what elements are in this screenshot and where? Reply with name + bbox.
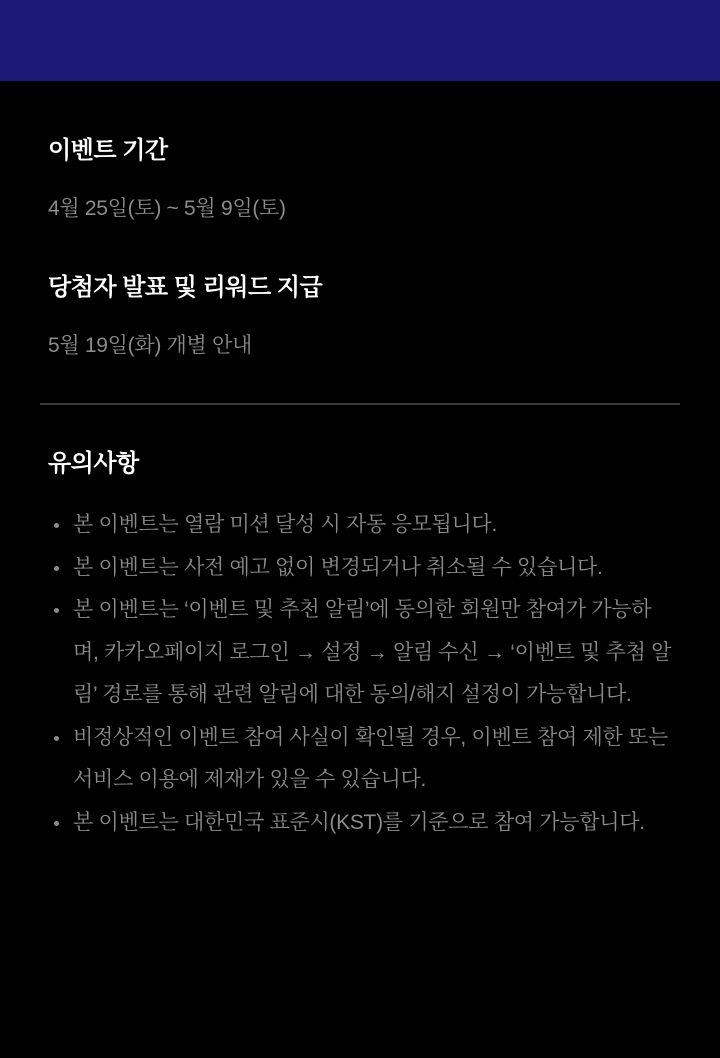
winner-announcement-title: 당첨자 발표 및 리워드 지급: [48, 274, 323, 301]
list-item: 본 이벤트는 대한민국 표준시(KST)를 기준으로 참여 가능합니다.: [48, 802, 672, 845]
list-item: 본 이벤트는 열람 미션 달성 시 자동 응모됩니다.: [48, 504, 672, 547]
notes-list: [48, 504, 672, 844]
notes-title: 유의사항: [48, 450, 139, 477]
event-banner: [0, 0, 720, 81]
list-item: 본 이벤트는 ‘이벤트 및 추천 알림’에 동의한 회원만 참여가 가능하며, 카카오페이지 로그인 → 설정 → 알림 수신 → ‘이벤트 및 추첨 알림’ 경로를 통해 관련 알림에 대한 동의/해지 설정이 가능합니다.: [48, 589, 672, 717]
section-divider: [40, 403, 680, 405]
event-period-title: 이벤트 기간: [48, 137, 168, 164]
list-item: 비정상적인 이벤트 참여 사실이 확인될 경우, 이벤트 참여 제한 또는 서비스 이용에 제재가 있을 수 있습니다.: [48, 717, 672, 802]
winner-announcement-value: 5월 19일(화) 개별 안내: [48, 334, 253, 357]
event-notice-content: [0, 138, 720, 844]
event-period-value: 4월 25일(토) ~ 5월 9일(토): [48, 197, 286, 220]
list-item: 본 이벤트는 사전 예고 없이 변경되거나 취소될 수 있습니다.: [48, 547, 672, 590]
